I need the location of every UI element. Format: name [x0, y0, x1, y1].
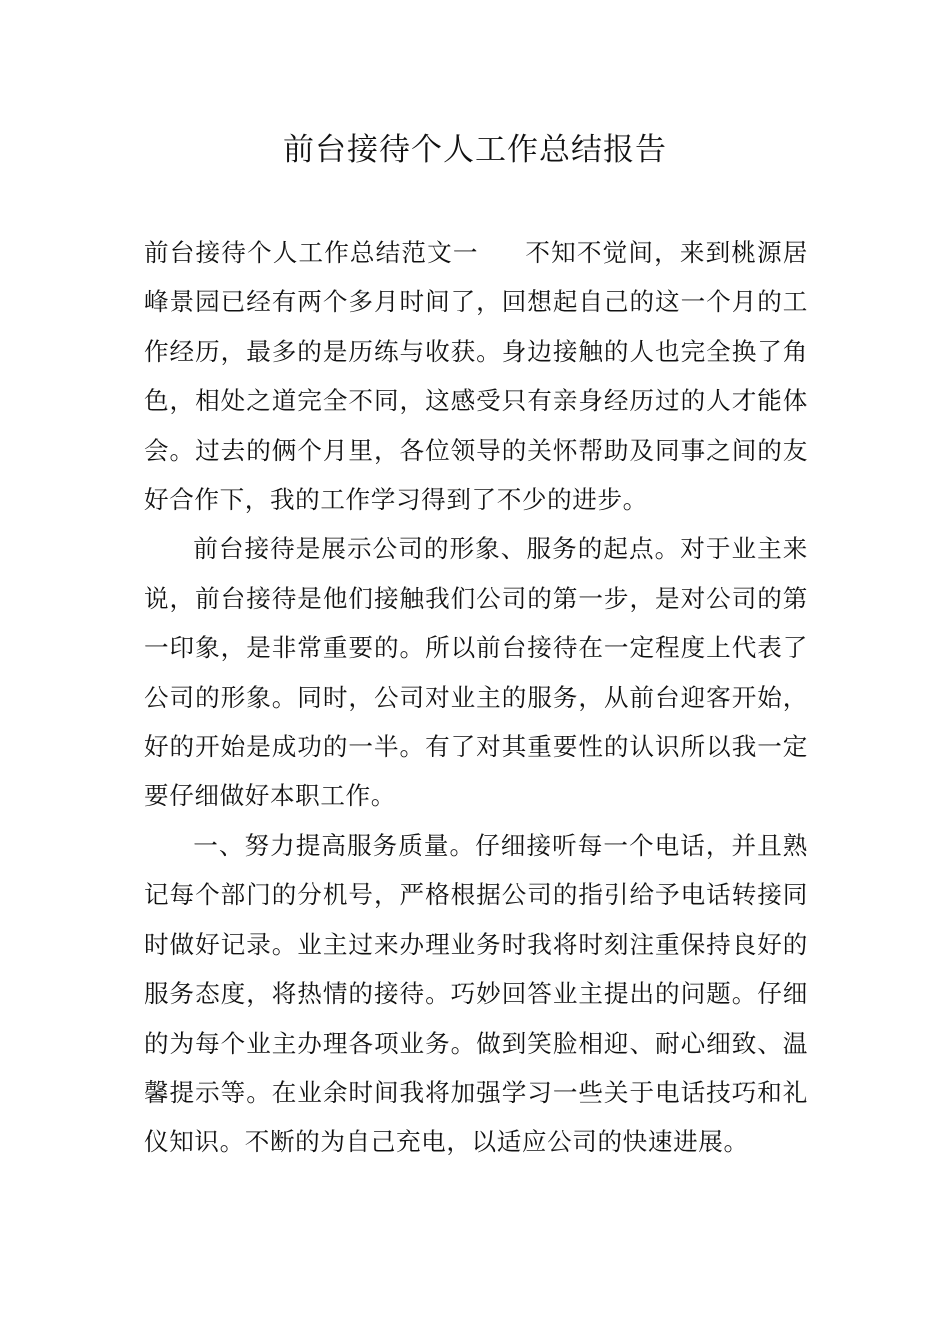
paragraph-intro	[144, 228, 808, 524]
paragraph-text: 不知不觉间，来到桃源居峰景园已经有两个多月时间了，回想起自己的这一个月的工作经历，最多的是历练与收获。身边接触的人也完全换了角色，相处之道完全不同，这感受只有亲身经历过的人才能体会。过去的俩个月里，各位领导的关怀帮助及同事之间的友好合作下，我的工作学习得到了不少的进步。	[144, 238, 808, 515]
paragraph-service-quality: 一、努力提高服务质量。仔细接听每一个电话，并且熟记每个部门的分机号，严格根据公司的指引给予电话转接同时做好记录。业主过来办理业务时我将时刻注重保持良好的服务态度，将热情的接待。巧妙回答业主提出的问题。仔细的为每个业主办理各项业务。做到笑脸相迎、耐心细致、温馨提示等。在业余时间我将加强学习一些关于电话技巧和礼仪知识。不断的为自己充电，以适应公司的快速进展。	[144, 830, 808, 1157]
paragraph-reception-role: 前台接待是展示公司的形象、服务的起点。对于业主来说，前台接待是他们接触我们公司的第一步，是对公司的第一印象，是非常重要的。所以前台接待在一定程度上代表了公司的形象。同时，公司对业主的服务，从前台迎客开始，好的开始是成功的一半。有了对其重要性的认识所以我一定要仔细做好本职工作。	[144, 534, 808, 811]
document-body	[144, 228, 808, 1167]
document-title: 前台接待个人工作总结报告	[283, 132, 667, 168]
intro-label: 前台接待个人工作总结范文一	[144, 238, 479, 267]
